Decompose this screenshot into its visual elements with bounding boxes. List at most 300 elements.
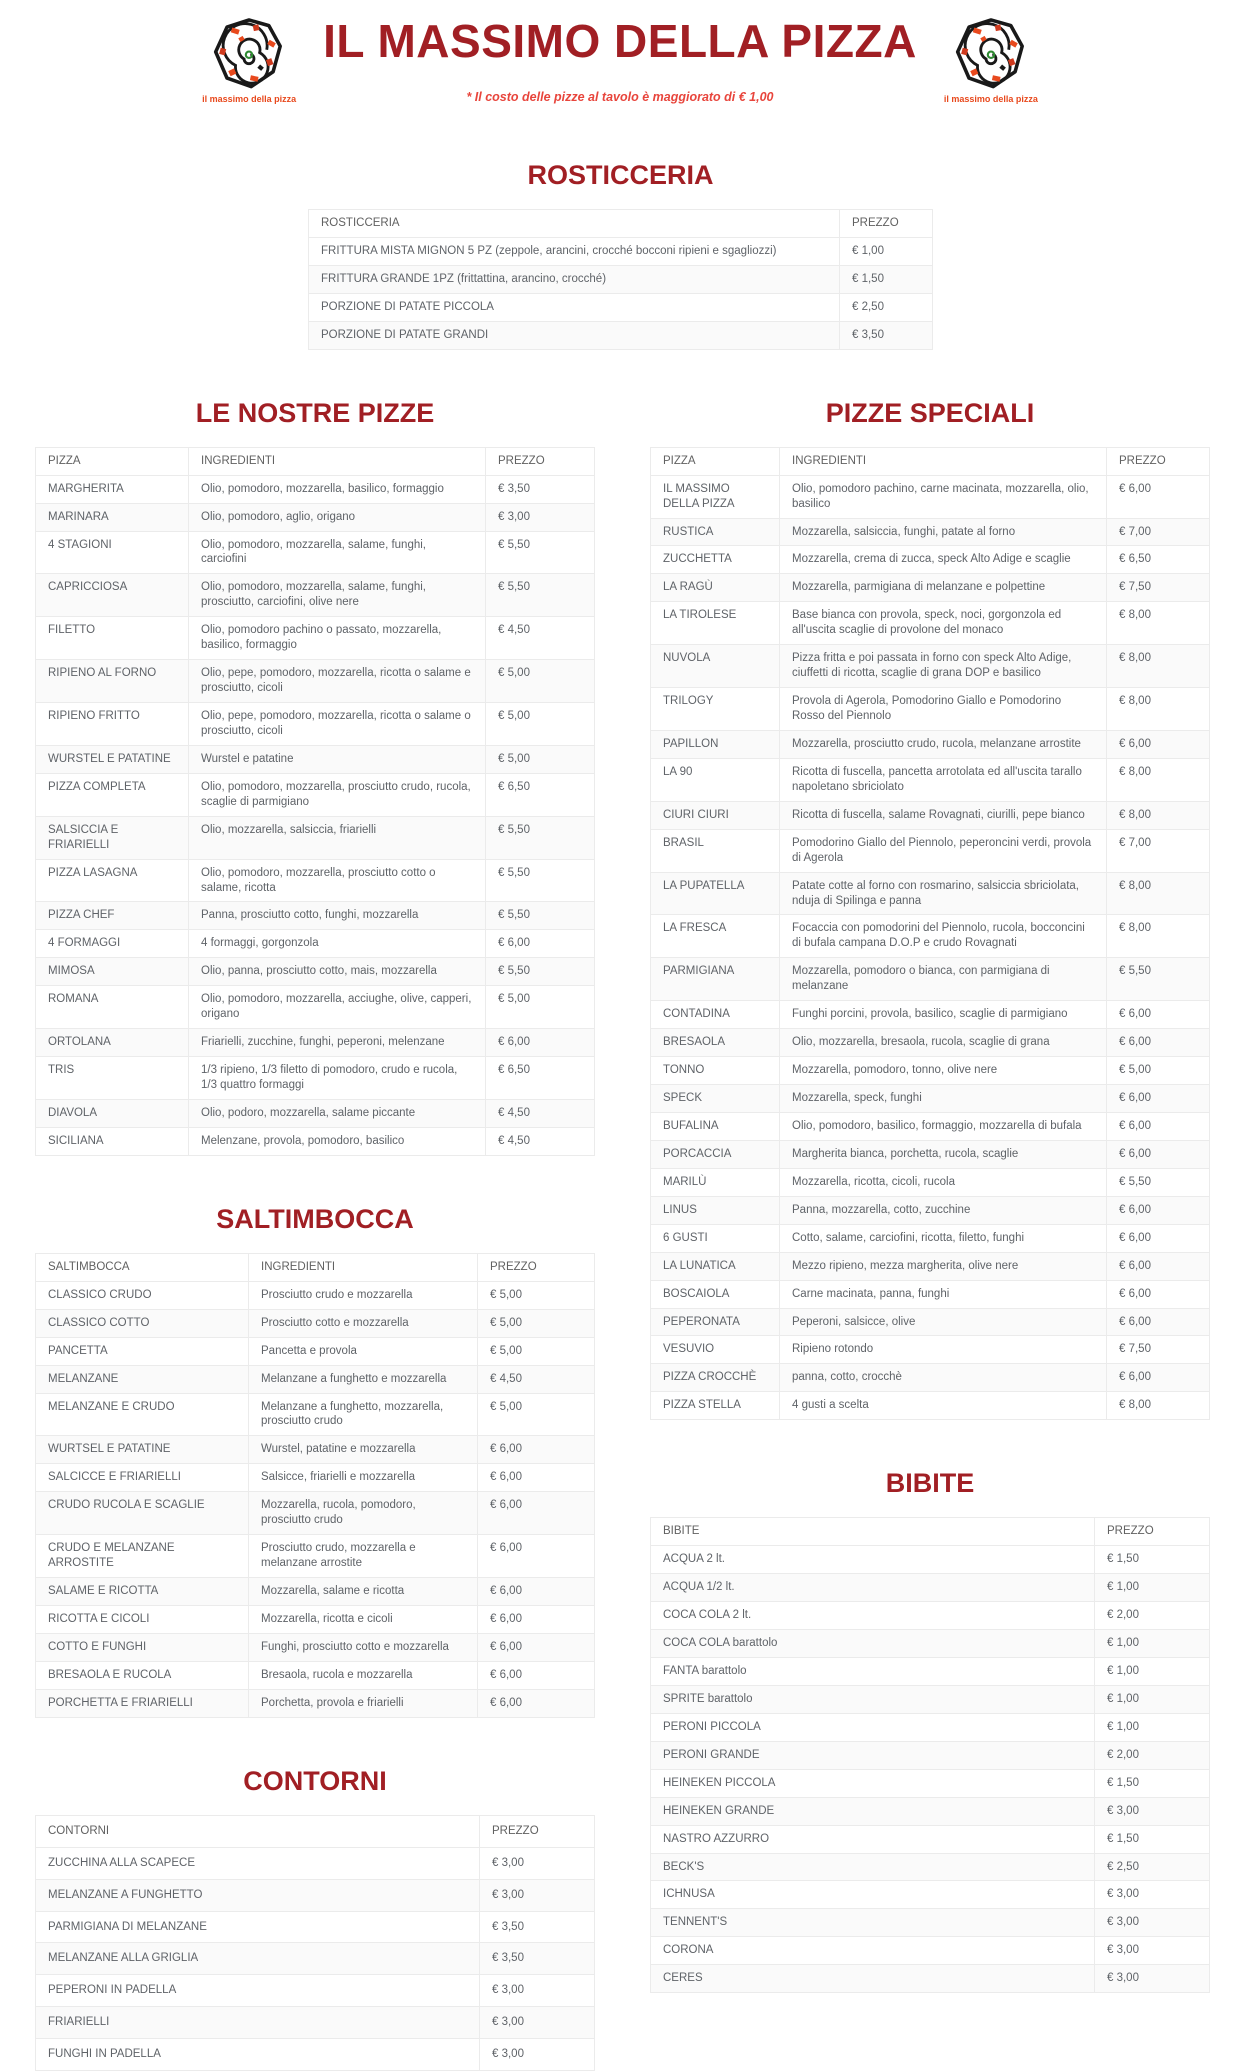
item-name: FRIARIELLI <box>36 2007 480 2039</box>
pizze-speciali-table <box>650 447 1210 1421</box>
item-ingredients: Mozzarella, speck, funghi <box>780 1085 1107 1113</box>
menu-row <box>36 475 595 503</box>
item-name: TENNENT'S <box>651 1909 1095 1937</box>
item-price: € 5,50 <box>486 958 595 986</box>
table-header-row <box>309 210 933 238</box>
item-ingredients: Provola di Agerola, Pomodorino Giallo e Pomodorino Rosso del Piennolo <box>780 688 1107 731</box>
item-ingredients: Olio, mozzarella, salsiccia, friarielli <box>189 816 486 859</box>
logo-right <box>945 15 1037 104</box>
section-title-contorni: CONTORNI <box>243 1765 387 1796</box>
item-name: MELANZANE <box>36 1365 249 1393</box>
item-price: € 1,00 <box>1095 1657 1210 1685</box>
menu-row <box>36 986 595 1029</box>
menu-row <box>651 475 1210 518</box>
item-name: MARINARA <box>36 503 189 531</box>
menu-row <box>309 321 933 349</box>
section-rosticceria <box>308 160 933 350</box>
item-name: ACQUA 2 lt. <box>651 1546 1095 1574</box>
item-ingredients: Olio, pomodoro, mozzarella, acciughe, olive, capperi, origano <box>189 986 486 1029</box>
menu-row <box>36 1337 595 1365</box>
item-ingredients: 4 formaggi, gorgonzola <box>189 930 486 958</box>
menu-row <box>651 1196 1210 1224</box>
item-price: € 6,50 <box>1107 546 1210 574</box>
item-price: € 5,00 <box>486 660 595 703</box>
item-price: € 5,00 <box>478 1393 595 1436</box>
item-name: CORONA <box>651 1937 1095 1965</box>
menu-row <box>651 1364 1210 1392</box>
item-price: € 5,00 <box>1107 1057 1210 1085</box>
item-name: PORCACCIA <box>651 1140 780 1168</box>
item-name: LA PUPATELLA <box>651 872 780 915</box>
item-name: COCA COLA barattolo <box>651 1630 1095 1658</box>
item-price: € 6,00 <box>1107 1001 1210 1029</box>
menu-row <box>651 518 1210 546</box>
column-header: CONTORNI <box>36 1815 480 1847</box>
menu-row <box>651 1881 1210 1909</box>
menu-row <box>36 1633 595 1661</box>
item-name: SALAME E RICOTTA <box>36 1578 249 1606</box>
item-price: € 6,00 <box>478 1661 595 1689</box>
section-bibite <box>650 1468 1210 1993</box>
item-ingredients: Mozzarella, rucola, pomodoro, prosciutto crudo <box>249 1492 478 1535</box>
item-name: RICOTTA E CICOLI <box>36 1605 249 1633</box>
item-name: PIZZA CHEF <box>36 902 189 930</box>
menu-row <box>309 265 933 293</box>
item-name: 4 STAGIONI <box>36 531 189 574</box>
menu-row <box>36 773 595 816</box>
menu-row <box>36 745 595 773</box>
item-ingredients: Melanzane a funghetto e mozzarella <box>249 1365 478 1393</box>
pizza-spiral-logo-icon <box>209 15 289 93</box>
contorni-table <box>35 1815 595 2071</box>
item-price: € 8,00 <box>1107 758 1210 801</box>
item-price: € 1,50 <box>1095 1769 1210 1797</box>
menu-row <box>36 1492 595 1535</box>
item-price: € 4,50 <box>478 1365 595 1393</box>
item-name: ACQUA 1/2 lt. <box>651 1574 1095 1602</box>
item-ingredients: Focaccia con pomodorini del Piennolo, rucola, bocconcini di bufala campana D.O.P e crudo Rovagnati <box>780 915 1107 958</box>
item-price: € 1,50 <box>840 265 933 293</box>
item-name: ZUCCHINA ALLA SCAPECE <box>36 1847 480 1879</box>
menu-row <box>651 1965 1210 1993</box>
section-title-pizze-speciali: PIZZE SPECIALI <box>825 397 1035 428</box>
menu-row <box>651 758 1210 801</box>
menu-row <box>651 829 1210 872</box>
item-name: VESUVIO <box>651 1336 780 1364</box>
item-name: CONTADINA <box>651 1001 780 1029</box>
menu-row <box>651 801 1210 829</box>
item-name: WURTSEL E PATATINE <box>36 1436 249 1464</box>
menu-row <box>36 1911 595 1943</box>
menu-row <box>651 1574 1210 1602</box>
item-price: € 6,00 <box>1107 1280 1210 1308</box>
item-name: TRILOGY <box>651 688 780 731</box>
item-name: ROMANA <box>36 986 189 1029</box>
item-ingredients: Olio, pomodoro, mozzarella, salame, funghi, prosciutto, carciofini, olive nere <box>189 574 486 617</box>
menu-row <box>651 730 1210 758</box>
item-price: € 6,00 <box>1107 1224 1210 1252</box>
column-header: PREZZO <box>486 447 595 475</box>
table-header-row <box>36 1815 595 1847</box>
item-name: PARMIGIANA <box>651 958 780 1001</box>
menu-row <box>651 1280 1210 1308</box>
column-header: PIZZA <box>651 447 780 475</box>
menu-row <box>651 1741 1210 1769</box>
item-price: € 3,00 <box>480 1975 595 2007</box>
item-ingredients: panna, cotto, crocchè <box>780 1364 1107 1392</box>
menu-row <box>36 1879 595 1911</box>
item-name: SPECK <box>651 1085 780 1113</box>
menu-row <box>36 660 595 703</box>
item-price: € 5,00 <box>486 703 595 746</box>
rosticceria-table <box>308 209 933 350</box>
column-header: PIZZA <box>36 447 189 475</box>
bibite-table <box>650 1517 1210 1993</box>
item-name: LA LUNATICA <box>651 1252 780 1280</box>
item-ingredients: Mozzarella, pomodoro o bianca, con parmigiana di melanzane <box>780 958 1107 1001</box>
menu-row <box>36 1099 595 1127</box>
item-ingredients: 4 gusti a scelta <box>780 1392 1107 1420</box>
menu-row <box>36 503 595 531</box>
item-name: PEPERONI IN PADELLA <box>36 1975 480 2007</box>
item-name: ORTOLANA <box>36 1029 189 1057</box>
item-name: PERONI PICCOLA <box>651 1713 1095 1741</box>
item-ingredients: Prosciutto crudo, mozzarella e melanzane arrostite <box>249 1535 478 1578</box>
item-ingredients: Wurstel, patatine e mozzarella <box>249 1436 478 1464</box>
item-price: € 6,00 <box>1107 730 1210 758</box>
table-header-row <box>651 1518 1210 1546</box>
menu-row <box>651 645 1210 688</box>
menu-row <box>36 1535 595 1578</box>
item-ingredients: Olio, panna, prosciutto cotto, mais, mozzarella <box>189 958 486 986</box>
logo-caption: il massimo della pizza <box>943 93 1038 104</box>
item-price: € 5,00 <box>478 1309 595 1337</box>
item-price: € 3,00 <box>480 1847 595 1879</box>
menu-row <box>651 1168 1210 1196</box>
item-name: HEINEKEN PICCOLA <box>651 1769 1095 1797</box>
logo-caption: il massimo della pizza <box>202 93 297 104</box>
item-ingredients: Wurstel e patatine <box>189 745 486 773</box>
item-price: € 7,00 <box>1107 518 1210 546</box>
item-ingredients: Patate cotte al forno con rosmarino, salsiccia sbriciolata, nduja di Spilinga e panna <box>780 872 1107 915</box>
item-price: € 5,00 <box>486 986 595 1029</box>
menu-row <box>651 1029 1210 1057</box>
menu-row <box>651 546 1210 574</box>
item-name: PARMIGIANA DI MELANZANE <box>36 1911 480 1943</box>
item-ingredients: Mozzarella, ricotta, cicoli, rucola <box>780 1168 1107 1196</box>
item-price: € 1,00 <box>1095 1574 1210 1602</box>
item-price: € 1,00 <box>1095 1630 1210 1658</box>
item-price: € 3,00 <box>1095 1881 1210 1909</box>
item-ingredients: Olio, pomodoro pachino, carne macinata, mozzarella, olio, basilico <box>780 475 1107 518</box>
item-ingredients: Mozzarella, prosciutto crudo, rucola, melanzane arrostite <box>780 730 1107 758</box>
column-header: PREZZO <box>480 1815 595 1847</box>
item-price: € 8,00 <box>1107 688 1210 731</box>
section-saltimbocca <box>35 1204 595 1718</box>
item-ingredients: Porchetta, provola e friarielli <box>249 1689 478 1717</box>
menu-row <box>36 1975 595 2007</box>
item-name: CIURI CIURI <box>651 801 780 829</box>
item-name: BRESAOLA <box>651 1029 780 1057</box>
item-name: RUSTICA <box>651 518 780 546</box>
item-name: CAPRICCIOSA <box>36 574 189 617</box>
item-price: € 3,50 <box>486 475 595 503</box>
menu-row <box>36 1847 595 1879</box>
table-header-row <box>36 447 595 475</box>
item-price: € 8,00 <box>1107 801 1210 829</box>
item-name: PORCHETTA E FRIARIELLI <box>36 1689 249 1717</box>
item-name: 4 FORMAGGI <box>36 930 189 958</box>
left-column <box>35 350 595 2071</box>
item-ingredients: Olio, pomodoro, mozzarella, basilico, formaggio <box>189 475 486 503</box>
item-price: € 5,50 <box>486 574 595 617</box>
item-price: € 6,00 <box>1107 1308 1210 1336</box>
item-price: € 1,00 <box>1095 1713 1210 1741</box>
item-ingredients: Base bianca con provola, speck, noci, gorgonzola ed all'uscita scaglie di provolone del monaco <box>780 602 1107 645</box>
item-name: SALCICCE E FRIARIELLI <box>36 1464 249 1492</box>
menu-row <box>651 1909 1210 1937</box>
item-ingredients: Ricotta di fuscella, pancetta arrotolata ed all'uscita tarallo napoletano sbriciolato <box>780 758 1107 801</box>
menu-row <box>651 1112 1210 1140</box>
item-name: CRUDO RUCOLA E SCAGLIE <box>36 1492 249 1535</box>
item-ingredients: Mezzo ripieno, mezza margherita, olive nere <box>780 1252 1107 1280</box>
item-ingredients: Mozzarella, parmigiana di melanzane e polpettine <box>780 574 1107 602</box>
logo-left <box>203 15 295 104</box>
item-price: € 1,50 <box>1095 1546 1210 1574</box>
item-name: BUFALINA <box>651 1112 780 1140</box>
menu-row <box>36 2039 595 2071</box>
item-price: € 6,00 <box>478 1436 595 1464</box>
item-name: CLASSICO CRUDO <box>36 1281 249 1309</box>
item-name: LA FRESCA <box>651 915 780 958</box>
item-name: FRITTURA MISTA MIGNON 5 PZ (zeppole, arancini, crocché bocconi ripieni e sgagliozzi) <box>309 237 840 265</box>
item-name: MELANZANE E CRUDO <box>36 1393 249 1436</box>
column-header: INGREDIENTI <box>780 447 1107 475</box>
item-price: € 6,00 <box>478 1535 595 1578</box>
item-ingredients: Ripieno rotondo <box>780 1336 1107 1364</box>
item-price: € 3,00 <box>480 2039 595 2071</box>
section-le-nostre-pizze <box>35 398 595 1156</box>
item-ingredients: Mozzarella, salame e ricotta <box>249 1578 478 1606</box>
item-price: € 3,00 <box>480 1879 595 1911</box>
item-name: ZUCCHETTA <box>651 546 780 574</box>
item-price: € 3,50 <box>480 1943 595 1975</box>
column-header: PREZZO <box>478 1253 595 1281</box>
menu-row <box>36 1661 595 1689</box>
item-price: € 6,00 <box>478 1492 595 1535</box>
item-name: MELANZANE A FUNGHETTO <box>36 1879 480 1911</box>
item-name: MARGHERITA <box>36 475 189 503</box>
item-name: DIAVOLA <box>36 1099 189 1127</box>
menu-row <box>36 1578 595 1606</box>
item-ingredients: Friarielli, zucchine, funghi, peperoni, melenzane <box>189 1029 486 1057</box>
item-ingredients: Mozzarella, ricotta e cicoli <box>249 1605 478 1633</box>
item-name: PIZZA CROCCHÈ <box>651 1364 780 1392</box>
item-price: € 6,00 <box>486 1029 595 1057</box>
menu-row <box>651 1713 1210 1741</box>
item-price: € 3,00 <box>1095 1937 1210 1965</box>
item-name: PEPERONATA <box>651 1308 780 1336</box>
column-header: PREZZO <box>1095 1518 1210 1546</box>
item-price: € 2,50 <box>840 293 933 321</box>
item-price: € 1,00 <box>1095 1685 1210 1713</box>
menu-columns <box>35 350 1240 2071</box>
item-price: € 6,00 <box>478 1464 595 1492</box>
item-name: MIMOSA <box>36 958 189 986</box>
menu-row <box>36 574 595 617</box>
item-price: € 8,00 <box>1107 872 1210 915</box>
item-price: € 6,00 <box>478 1689 595 1717</box>
item-price: € 2,50 <box>1095 1853 1210 1881</box>
menu-row <box>36 902 595 930</box>
item-ingredients: Funghi, prosciutto cotto e mozzarella <box>249 1633 478 1661</box>
item-ingredients: Olio, podoro, mozzarella, salame piccante <box>189 1099 486 1127</box>
item-price: € 8,00 <box>1107 645 1210 688</box>
menu-row <box>651 1825 1210 1853</box>
menu-row <box>651 1657 1210 1685</box>
item-name: CRUDO E MELANZANE ARROSTITE <box>36 1535 249 1578</box>
page-title: IL MASSIMO DELLA PIZZA <box>323 15 917 67</box>
item-price: € 2,00 <box>1095 1741 1210 1769</box>
item-price: € 3,00 <box>480 2007 595 2039</box>
item-price: € 5,00 <box>486 745 595 773</box>
menu-row <box>36 1365 595 1393</box>
item-price: € 6,00 <box>1107 1196 1210 1224</box>
menu-row <box>36 1943 595 1975</box>
menu-row <box>36 531 595 574</box>
item-price: € 6,50 <box>486 773 595 816</box>
item-price: € 5,50 <box>486 902 595 930</box>
menu-row <box>651 688 1210 731</box>
item-price: € 6,00 <box>478 1578 595 1606</box>
item-price: € 6,00 <box>1107 1140 1210 1168</box>
item-ingredients: Olio, pomodoro, mozzarella, prosciutto cotto o salame, ricotta <box>189 859 486 902</box>
menu-row <box>36 1689 595 1717</box>
item-name: TRIS <box>36 1057 189 1100</box>
item-ingredients: Panna, prosciutto cotto, funghi, mozzarella <box>189 902 486 930</box>
item-price: € 3,00 <box>1095 1909 1210 1937</box>
column-header: BIBITE <box>651 1518 1095 1546</box>
item-name: MELANZANE ALLA GRIGLIA <box>36 1943 480 1975</box>
item-price: € 3,00 <box>1095 1965 1210 1993</box>
menu-row <box>36 1057 595 1100</box>
le-nostre-pizze-table <box>35 447 595 1156</box>
menu-row <box>651 1685 1210 1713</box>
item-name: PIZZA COMPLETA <box>36 773 189 816</box>
item-price: € 5,50 <box>486 531 595 574</box>
menu-row <box>651 1769 1210 1797</box>
column-header: PREZZO <box>1107 447 1210 475</box>
item-price: € 8,00 <box>1107 1392 1210 1420</box>
item-name: ICHNUSA <box>651 1881 1095 1909</box>
item-name: TONNO <box>651 1057 780 1085</box>
item-name: FUNGHI IN PADELLA <box>36 2039 480 2071</box>
item-name: PANCETTA <box>36 1337 249 1365</box>
item-name: HEINEKEN GRANDE <box>651 1797 1095 1825</box>
menu-row <box>651 1546 1210 1574</box>
item-ingredients: Olio, pomodoro, mozzarella, prosciutto crudo, rucola, scaglie di parmigiano <box>189 773 486 816</box>
menu-row <box>36 2007 595 2039</box>
item-price: € 8,00 <box>1107 915 1210 958</box>
section-title-rosticceria: ROSTICCERIA <box>527 160 714 190</box>
item-name: FANTA barattolo <box>651 1657 1095 1685</box>
menu-row <box>36 617 595 660</box>
menu-row <box>651 1224 1210 1252</box>
item-price: € 5,50 <box>486 859 595 902</box>
item-name: PERONI GRANDE <box>651 1741 1095 1769</box>
item-price: € 5,50 <box>486 816 595 859</box>
item-ingredients: Pizza fritta e poi passata in forno con speck Alto Adige, ciuffetti di ricotta, scaglie di grana DOP e basilico <box>780 645 1107 688</box>
item-name: BECK'S <box>651 1853 1095 1881</box>
menu-row <box>651 1252 1210 1280</box>
item-ingredients: Pancetta e provola <box>249 1337 478 1365</box>
item-name: LINUS <box>651 1196 780 1224</box>
item-ingredients: 1/3 ripieno, 1/3 filetto di pomodoro, crudo e rucola, 1/3 quattro formaggi <box>189 1057 486 1100</box>
item-name: MARILÙ <box>651 1168 780 1196</box>
item-price: € 5,50 <box>1107 958 1210 1001</box>
item-price: € 6,00 <box>1107 1364 1210 1392</box>
item-name: IL MASSIMO DELLA PIZZA <box>651 475 780 518</box>
table-header-row <box>36 1253 595 1281</box>
menu-row <box>651 1308 1210 1336</box>
item-ingredients: Olio, mozzarella, bresaola, rucola, scaglie di grana <box>780 1029 1107 1057</box>
column-header: PREZZO <box>840 210 933 238</box>
item-name: WURSTEL E PATATINE <box>36 745 189 773</box>
item-price: € 6,00 <box>486 930 595 958</box>
item-price: € 5,00 <box>478 1281 595 1309</box>
menu-row <box>651 1937 1210 1965</box>
item-price: € 5,50 <box>1107 1168 1210 1196</box>
column-header: INGREDIENTI <box>249 1253 478 1281</box>
item-price: € 6,00 <box>1107 1085 1210 1113</box>
item-name: COCA COLA 2 lt. <box>651 1602 1095 1630</box>
item-price: € 1,50 <box>1095 1825 1210 1853</box>
menu-row <box>36 816 595 859</box>
item-ingredients: Ricotta di fuscella, salame Rovagnati, ciurilli, pepe bianco <box>780 801 1107 829</box>
menu-row <box>36 1393 595 1436</box>
item-name: LA TIROLESE <box>651 602 780 645</box>
item-name: COTTO E FUNGHI <box>36 1633 249 1661</box>
item-name: BOSCAIOLA <box>651 1280 780 1308</box>
menu-row <box>651 1085 1210 1113</box>
item-price: € 3,00 <box>1095 1797 1210 1825</box>
item-ingredients: Mozzarella, crema di zucca, speck Alto Adige e scaglie <box>780 546 1107 574</box>
menu-row <box>651 915 1210 958</box>
item-ingredients: Olio, pomodoro pachino o passato, mozzarella, basilico, formaggio <box>189 617 486 660</box>
menu-row <box>651 1001 1210 1029</box>
item-price: € 6,00 <box>1107 1112 1210 1140</box>
menu-row <box>36 703 595 746</box>
menu-row <box>36 930 595 958</box>
item-ingredients: Cotto, salame, carciofini, ricotta, filetto, funghi <box>780 1224 1107 1252</box>
menu-row <box>36 1309 595 1337</box>
item-name: PORZIONE DI PATATE PICCOLA <box>309 293 840 321</box>
item-ingredients: Olio, pomodoro, aglio, origano <box>189 503 486 531</box>
column-header: SALTIMBOCCA <box>36 1253 249 1281</box>
item-name: BRASIL <box>651 829 780 872</box>
item-name: PAPILLON <box>651 730 780 758</box>
item-ingredients: Melanzane a funghetto, mozzarella, prosciutto crudo <box>249 1393 478 1436</box>
item-price: € 4,50 <box>486 1099 595 1127</box>
item-price: € 7,50 <box>1107 574 1210 602</box>
item-ingredients: Bresaola, rucola e mozzarella <box>249 1661 478 1689</box>
item-price: € 5,00 <box>478 1337 595 1365</box>
menu-row <box>651 1630 1210 1658</box>
item-price: € 6,50 <box>486 1057 595 1100</box>
item-name: FILETTO <box>36 617 189 660</box>
menu-row <box>36 1029 595 1057</box>
menu-row <box>651 574 1210 602</box>
